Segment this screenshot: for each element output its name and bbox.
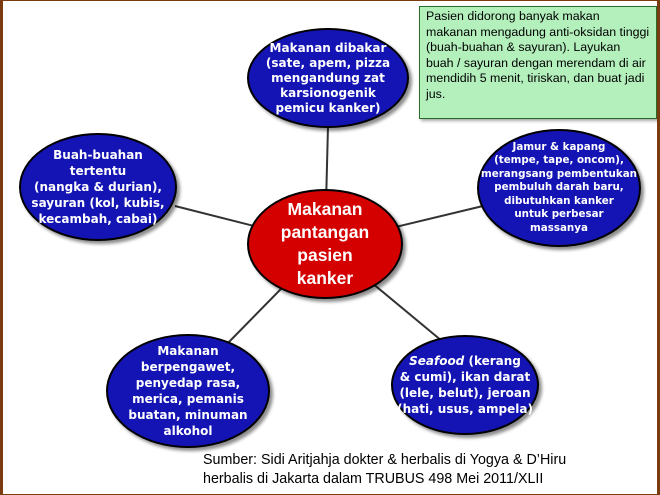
center-title: [281, 198, 369, 290]
advice-note-box: Pasien didorong banyak makan makanan mengadung anti-oksidan tinggi (buah-buahan & sayuran). Layukan buah / sayuran dengan merendam di air mendidih 5 menit, tiriskan, dan buat jadi jus.: [419, 6, 657, 119]
node-mushroom-mold: [477, 129, 641, 247]
source-line-1: Sumber: Sidi Aritjahja dokter & herbalis di Yogya & D’Hiru: [203, 452, 567, 468]
source-line-2: herbalis di Jakarta dalam TRUBUS 498 Mei 2011/XLII: [203, 471, 544, 487]
center-line-3: pasien: [297, 245, 353, 265]
node-seafood-text: [397, 353, 533, 417]
node-mushroom-mold-text: Jamur & kapang (tempe, tape, oncom), merangsang pembentukan pembuluh darah baru, dibutuhkan kanker untuk perbesar massanya: [481, 140, 637, 234]
node-grilled-food: [247, 28, 409, 128]
center-line-1: Makanan: [287, 199, 363, 219]
node-preserved-food-text: Makanan berpengawet, penyedap rasa, merica, pemanis buatan, minuman alkohol: [128, 344, 248, 438]
center-line-2: pantangan: [280, 222, 370, 242]
center-line-4: kanker: [296, 268, 354, 288]
source-citation: [203, 451, 643, 489]
center-node: [247, 189, 403, 299]
node-fruits-vegetables: [19, 133, 177, 241]
node-grilled-food-text: Makanan dibakar (sate, apem, pizza mengandung zat karsionogenik pemicu kanker): [265, 40, 391, 115]
seafood-italic-label: Seafood: [409, 354, 465, 368]
seafood-detail: (kerang & cumi), ikan darat (lele, belut), jeroan (hati, usus, ampela): [397, 354, 533, 416]
node-seafood: [391, 335, 539, 435]
node-fruits-vegetables-text: Buah-buahan tertentu (nangka & durian), sayuran (kol, kubis, kecambah, cabai): [31, 148, 165, 226]
node-preserved-food: [106, 334, 270, 448]
